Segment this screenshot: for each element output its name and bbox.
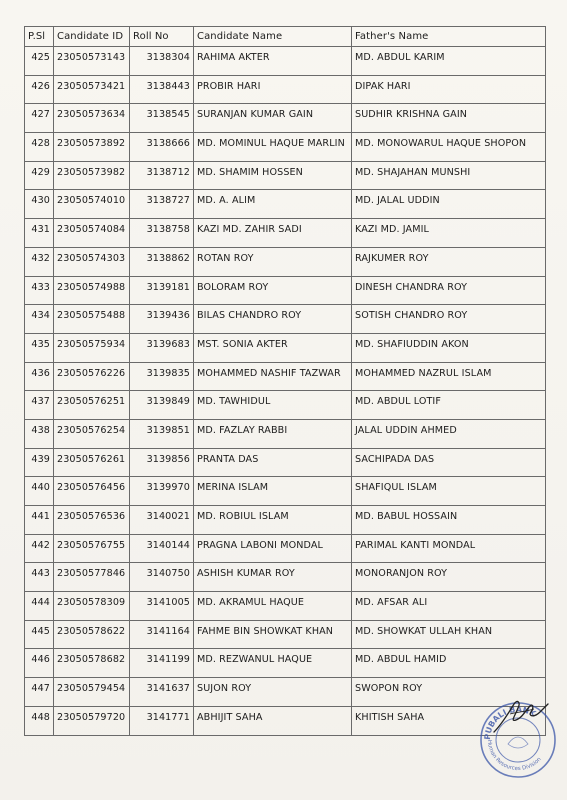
fathers-name-cell: MD. JALAL UDDIN (352, 190, 546, 219)
fathers-name-cell: DINESH CHANDRA ROY (352, 276, 546, 305)
candidate-id-cell: 23050576261 (54, 448, 130, 477)
candidate-name-cell: RAHIMA AKTER (194, 47, 352, 76)
serial-cell: 429 (25, 161, 54, 190)
fathers-name-cell: MD. MONOWARUL HAQUE SHOPON (352, 133, 546, 162)
roll-no-cell: 3141005 (130, 592, 194, 621)
roll-no-cell: 3141637 (130, 678, 194, 707)
candidate-id-cell: 23050576536 (54, 506, 130, 535)
serial-cell: 448 (25, 706, 54, 735)
candidate-table (24, 26, 546, 736)
fathers-name-cell: KHITISH SAHA (352, 706, 546, 735)
candidate-name-cell: SUJON ROY (194, 678, 352, 707)
serial-cell: 444 (25, 592, 54, 621)
table-row (25, 678, 546, 707)
table-row (25, 75, 546, 104)
candidate-name-cell: MD. MOMINUL HAQUE MARLIN (194, 133, 352, 162)
table-row (25, 333, 546, 362)
serial-cell: 435 (25, 333, 54, 362)
roll-no-cell: 3139436 (130, 305, 194, 334)
table-row (25, 391, 546, 420)
fathers-name-cell: MD. ABDUL HAMID (352, 649, 546, 678)
serial-cell: 440 (25, 477, 54, 506)
candidate-id-cell: 23050574303 (54, 247, 130, 276)
fathers-name-cell: MD. ABDUL LOTIF (352, 391, 546, 420)
serial-cell: 436 (25, 362, 54, 391)
table-row (25, 649, 546, 678)
candidate-name-cell: ABHIJIT SAHA (194, 706, 352, 735)
roll-no-cell: 3139851 (130, 419, 194, 448)
fathers-name-cell: SOTISH CHANDRO ROY (352, 305, 546, 334)
candidate-id-cell: 23050573982 (54, 161, 130, 190)
table-row (25, 477, 546, 506)
candidate-name-cell: MD. TAWHIDUL (194, 391, 352, 420)
table-row (25, 592, 546, 621)
candidate-id-cell: 23050577846 (54, 563, 130, 592)
candidate-name-cell: PROBIR HARI (194, 75, 352, 104)
table-row (25, 563, 546, 592)
candidate-id-cell: 23050578682 (54, 649, 130, 678)
candidate-id-cell: 23050576254 (54, 419, 130, 448)
table-row (25, 506, 546, 535)
serial-cell: 438 (25, 419, 54, 448)
serial-cell: 445 (25, 620, 54, 649)
fathers-name-cell: MD. SHAJAHAN MUNSHI (352, 161, 546, 190)
candidate-id-cell: 23050574988 (54, 276, 130, 305)
serial-cell: 442 (25, 534, 54, 563)
candidate-name-cell: BILAS CHANDRO ROY (194, 305, 352, 334)
header-serial: P.Sl (25, 27, 54, 47)
table-row (25, 305, 546, 334)
fathers-name-cell: SUDHIR KRISHNA GAIN (352, 104, 546, 133)
roll-no-cell: 3140750 (130, 563, 194, 592)
candidate-id-cell: 23050576251 (54, 391, 130, 420)
candidate-id-cell: 23050576456 (54, 477, 130, 506)
candidate-name-cell: MD. A. ALIM (194, 190, 352, 219)
roll-no-cell: 3138862 (130, 247, 194, 276)
handwritten-signature (490, 696, 550, 736)
table-row (25, 620, 546, 649)
serial-cell: 443 (25, 563, 54, 592)
roll-no-cell: 3138545 (130, 104, 194, 133)
fathers-name-cell: SWOPON ROY (352, 678, 546, 707)
candidate-id-cell: 23050573892 (54, 133, 130, 162)
candidate-name-cell: MERINA ISLAM (194, 477, 352, 506)
roll-no-cell: 3138666 (130, 133, 194, 162)
candidate-name-cell: ROTAN ROY (194, 247, 352, 276)
fathers-name-cell: MD. SHAFIUDDIN AKON (352, 333, 546, 362)
svg-text:PUBALI BANK: PUBALI BANK (482, 704, 538, 741)
roll-no-cell: 3140144 (130, 534, 194, 563)
candidate-name-cell: SURANJAN KUMAR GAIN (194, 104, 352, 133)
fathers-name-cell: MOHAMMED NAZRUL ISLAM (352, 362, 546, 391)
serial-cell: 441 (25, 506, 54, 535)
table-row (25, 448, 546, 477)
table-row (25, 133, 546, 162)
serial-cell: 425 (25, 47, 54, 76)
fathers-name-cell: JALAL UDDIN AHMED (352, 419, 546, 448)
table-row (25, 190, 546, 219)
roll-no-cell: 3139835 (130, 362, 194, 391)
table-row (25, 706, 546, 735)
candidate-id-cell: 23050573143 (54, 47, 130, 76)
roll-no-cell: 3139856 (130, 448, 194, 477)
roll-no-cell: 3140021 (130, 506, 194, 535)
candidate-name-cell: PRANTA DAS (194, 448, 352, 477)
candidate-id-cell: 23050576226 (54, 362, 130, 391)
serial-cell: 439 (25, 448, 54, 477)
candidate-name-cell: MD. FAZLAY RABBI (194, 419, 352, 448)
serial-cell: 434 (25, 305, 54, 334)
header-roll-no: Roll No (130, 27, 194, 47)
candidate-id-cell: 23050573421 (54, 75, 130, 104)
candidate-id-cell: 23050574010 (54, 190, 130, 219)
table-row (25, 47, 546, 76)
fathers-name-cell: MD. ABDUL KARIM (352, 47, 546, 76)
serial-cell: 433 (25, 276, 54, 305)
roll-no-cell: 3141199 (130, 649, 194, 678)
serial-cell: 426 (25, 75, 54, 104)
candidate-id-cell: 23050579454 (54, 678, 130, 707)
table-body (25, 47, 546, 736)
candidate-name-cell: KAZI MD. ZAHIR SADI (194, 219, 352, 248)
roll-no-cell: 3138727 (130, 190, 194, 219)
serial-cell: 432 (25, 247, 54, 276)
roll-no-cell: 3139181 (130, 276, 194, 305)
roll-no-cell: 3138712 (130, 161, 194, 190)
candidate-name-cell: MD. AKRAMUL HAQUE (194, 592, 352, 621)
roll-no-cell: 3141164 (130, 620, 194, 649)
candidate-name-cell: ASHISH KUMAR ROY (194, 563, 352, 592)
serial-cell: 430 (25, 190, 54, 219)
roll-no-cell: 3138304 (130, 47, 194, 76)
roll-no-cell: 3139849 (130, 391, 194, 420)
fathers-name-cell: RAJKUMER ROY (352, 247, 546, 276)
roll-no-cell: 3138443 (130, 75, 194, 104)
table-row (25, 276, 546, 305)
roll-no-cell: 3138758 (130, 219, 194, 248)
svg-text:Human Resources Division: Human Resources Division (485, 739, 543, 773)
candidate-name-cell: MD. SHAMIM HOSSEN (194, 161, 352, 190)
roll-no-cell: 3139970 (130, 477, 194, 506)
candidate-name-cell: MD. REZWANUL HAQUE (194, 649, 352, 678)
serial-cell: 427 (25, 104, 54, 133)
table-header-row (25, 27, 546, 47)
candidate-name-cell: PRAGNA LABONI MONDAL (194, 534, 352, 563)
header-candidate-name: Candidate Name (194, 27, 352, 47)
candidate-id-cell: 23050575934 (54, 333, 130, 362)
table-row (25, 247, 546, 276)
table-row (25, 362, 546, 391)
fathers-name-cell: DIPAK HARI (352, 75, 546, 104)
fathers-name-cell: MONORANJON ROY (352, 563, 546, 592)
serial-cell: 437 (25, 391, 54, 420)
table-row (25, 534, 546, 563)
fathers-name-cell: KAZI MD. JAMIL (352, 219, 546, 248)
candidate-id-cell: 23050575488 (54, 305, 130, 334)
candidate-id-cell: 23050578309 (54, 592, 130, 621)
candidate-id-cell: 23050574084 (54, 219, 130, 248)
candidate-name-cell: MD. ROBIUL ISLAM (194, 506, 352, 535)
fathers-name-cell: SACHIPADA DAS (352, 448, 546, 477)
fathers-name-cell: SHAFIQUL ISLAM (352, 477, 546, 506)
candidate-id-cell: 23050579720 (54, 706, 130, 735)
serial-cell: 446 (25, 649, 54, 678)
candidate-id-cell: 23050578622 (54, 620, 130, 649)
table-row (25, 219, 546, 248)
table-row (25, 104, 546, 133)
candidate-id-cell: 23050576755 (54, 534, 130, 563)
fathers-name-cell: MD. BABUL HOSSAIN (352, 506, 546, 535)
candidate-name-cell: BOLORAM ROY (194, 276, 352, 305)
table-row (25, 161, 546, 190)
serial-cell: 447 (25, 678, 54, 707)
table-row (25, 419, 546, 448)
candidate-name-cell: FAHME BIN SHOWKAT KHAN (194, 620, 352, 649)
candidate-name-cell: MST. SONIA AKTER (194, 333, 352, 362)
roll-no-cell: 3139683 (130, 333, 194, 362)
candidate-id-cell: 23050573634 (54, 104, 130, 133)
fathers-name-cell: MD. AFSAR ALI (352, 592, 546, 621)
serial-cell: 431 (25, 219, 54, 248)
candidate-name-cell: MOHAMMED NASHIF TAZWAR (194, 362, 352, 391)
fathers-name-cell: PARIMAL KANTI MONDAL (352, 534, 546, 563)
fathers-name-cell: MD. SHOWKAT ULLAH KHAN (352, 620, 546, 649)
header-fathers-name: Father's Name (352, 27, 546, 47)
serial-cell: 428 (25, 133, 54, 162)
roll-no-cell: 3141771 (130, 706, 194, 735)
header-candidate-id: Candidate ID (54, 27, 130, 47)
